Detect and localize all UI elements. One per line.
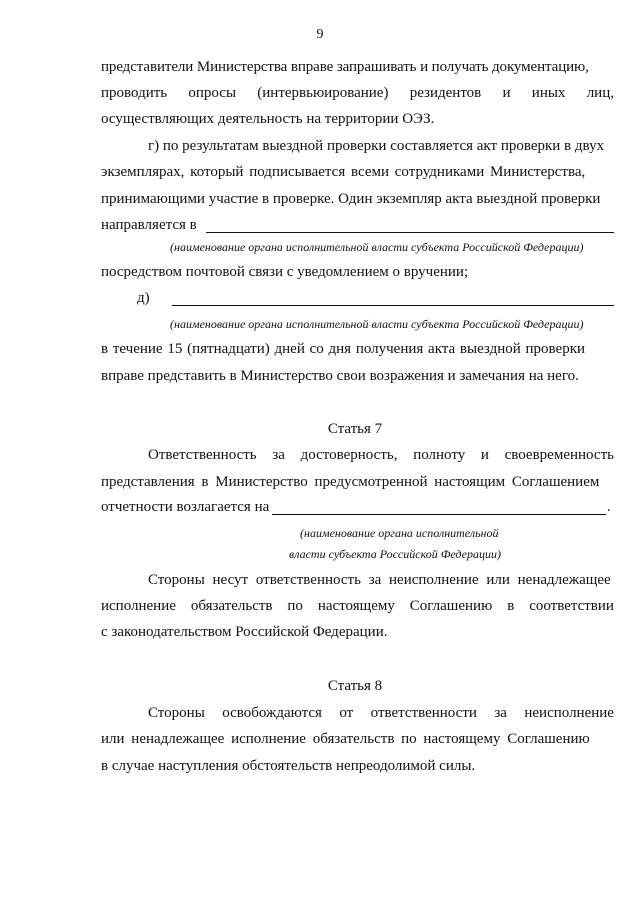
p2-line5: посредством почтовой связи с уведомлением о вручении;: [101, 264, 469, 280]
fill-in-line: [206, 232, 614, 233]
word: достоверность,: [300, 447, 398, 463]
word: опросы: [188, 85, 237, 101]
word: исполнение: [101, 598, 176, 614]
article8-p1-line3: в случае наступления обстоятельств непреодолимой силы.: [101, 758, 476, 774]
p2-line2: экземплярах, который подписывается всеми сотрудниками Министерства,: [101, 164, 586, 180]
p3-prefix: д): [137, 290, 150, 306]
p1-line2: [101, 84, 614, 102]
word: в: [507, 598, 515, 614]
word: иных: [531, 85, 566, 101]
word: настоящему: [317, 598, 395, 614]
article7-p2-line2: [101, 597, 614, 615]
article7-p1-line3-suffix: .: [607, 499, 611, 515]
article8-p1-line1: [148, 704, 614, 722]
word: полноту: [413, 447, 466, 463]
p1-line3: осуществляющих деятельность на территории ОЭЗ.: [101, 111, 435, 127]
article7-p2-line1: Стороны несут ответственность за неисполнение или ненадлежащее: [148, 572, 611, 588]
field-caption: власти субъекта Российской Федерации): [289, 547, 501, 561]
word: за: [272, 447, 285, 463]
p2-line3: принимающими участие в проверке. Один экземпляр акта выездной проверки: [101, 191, 601, 207]
word: Стороны: [148, 705, 205, 721]
article7-p2-line3: с законодательством Российской Федерации.: [101, 624, 388, 640]
field-caption: (наименование органа исполнительной власти субъекта Российской Федерации): [170, 240, 584, 254]
word: лиц,: [586, 85, 614, 101]
article7-p1-line1: [148, 446, 614, 464]
word: Соглашению: [409, 598, 493, 614]
word: проводить: [101, 85, 168, 101]
word: от: [339, 705, 354, 721]
p1-line1: представители Министерства вправе запрашивать и получать документацию,: [101, 59, 589, 75]
page-number: 9: [316, 27, 324, 42]
word: ответственности: [370, 705, 477, 721]
fill-in-line: [172, 305, 614, 306]
fill-in-line: [272, 514, 606, 515]
word: Ответственность: [148, 447, 257, 463]
article7-title: Статья 7: [327, 421, 383, 437]
word: (интервьюирование): [257, 85, 389, 101]
p2-line1: г) по результатам выездной проверки составляется акт проверки в двух: [148, 138, 605, 154]
word: своевременность: [504, 447, 614, 463]
p3-line1: в течение 15 (пятнадцати) дней со дня получения акта выездной проверки: [101, 341, 586, 357]
word: и: [502, 85, 511, 101]
article7-p1-line2: представления в Министерство предусмотренной настоящим Соглашением: [101, 474, 600, 490]
p3-line2: вправе представить в Министерство свои возражения и замечания на него.: [101, 368, 579, 384]
field-caption: (наименование органа исполнительной власти субъекта Российской Федерации): [170, 317, 584, 331]
word: и: [480, 447, 489, 463]
word: обязательств: [190, 598, 273, 614]
article8-p1-line2: или ненадлежащее исполнение обязательств по настоящему Соглашению: [101, 731, 590, 747]
word: за: [494, 705, 507, 721]
article8-title: Статья 8: [327, 678, 383, 694]
article7-p1-line3-prefix: отчетности возлагается на: [101, 499, 270, 515]
word: неисполнение: [524, 705, 614, 721]
p2-line4-prefix: направляется в: [101, 217, 197, 233]
word: резидентов: [409, 85, 482, 101]
field-caption: (наименование органа исполнительной: [300, 526, 499, 540]
word: освобождаются: [222, 705, 322, 721]
word: по: [287, 598, 303, 614]
word: соответствии: [529, 598, 614, 614]
